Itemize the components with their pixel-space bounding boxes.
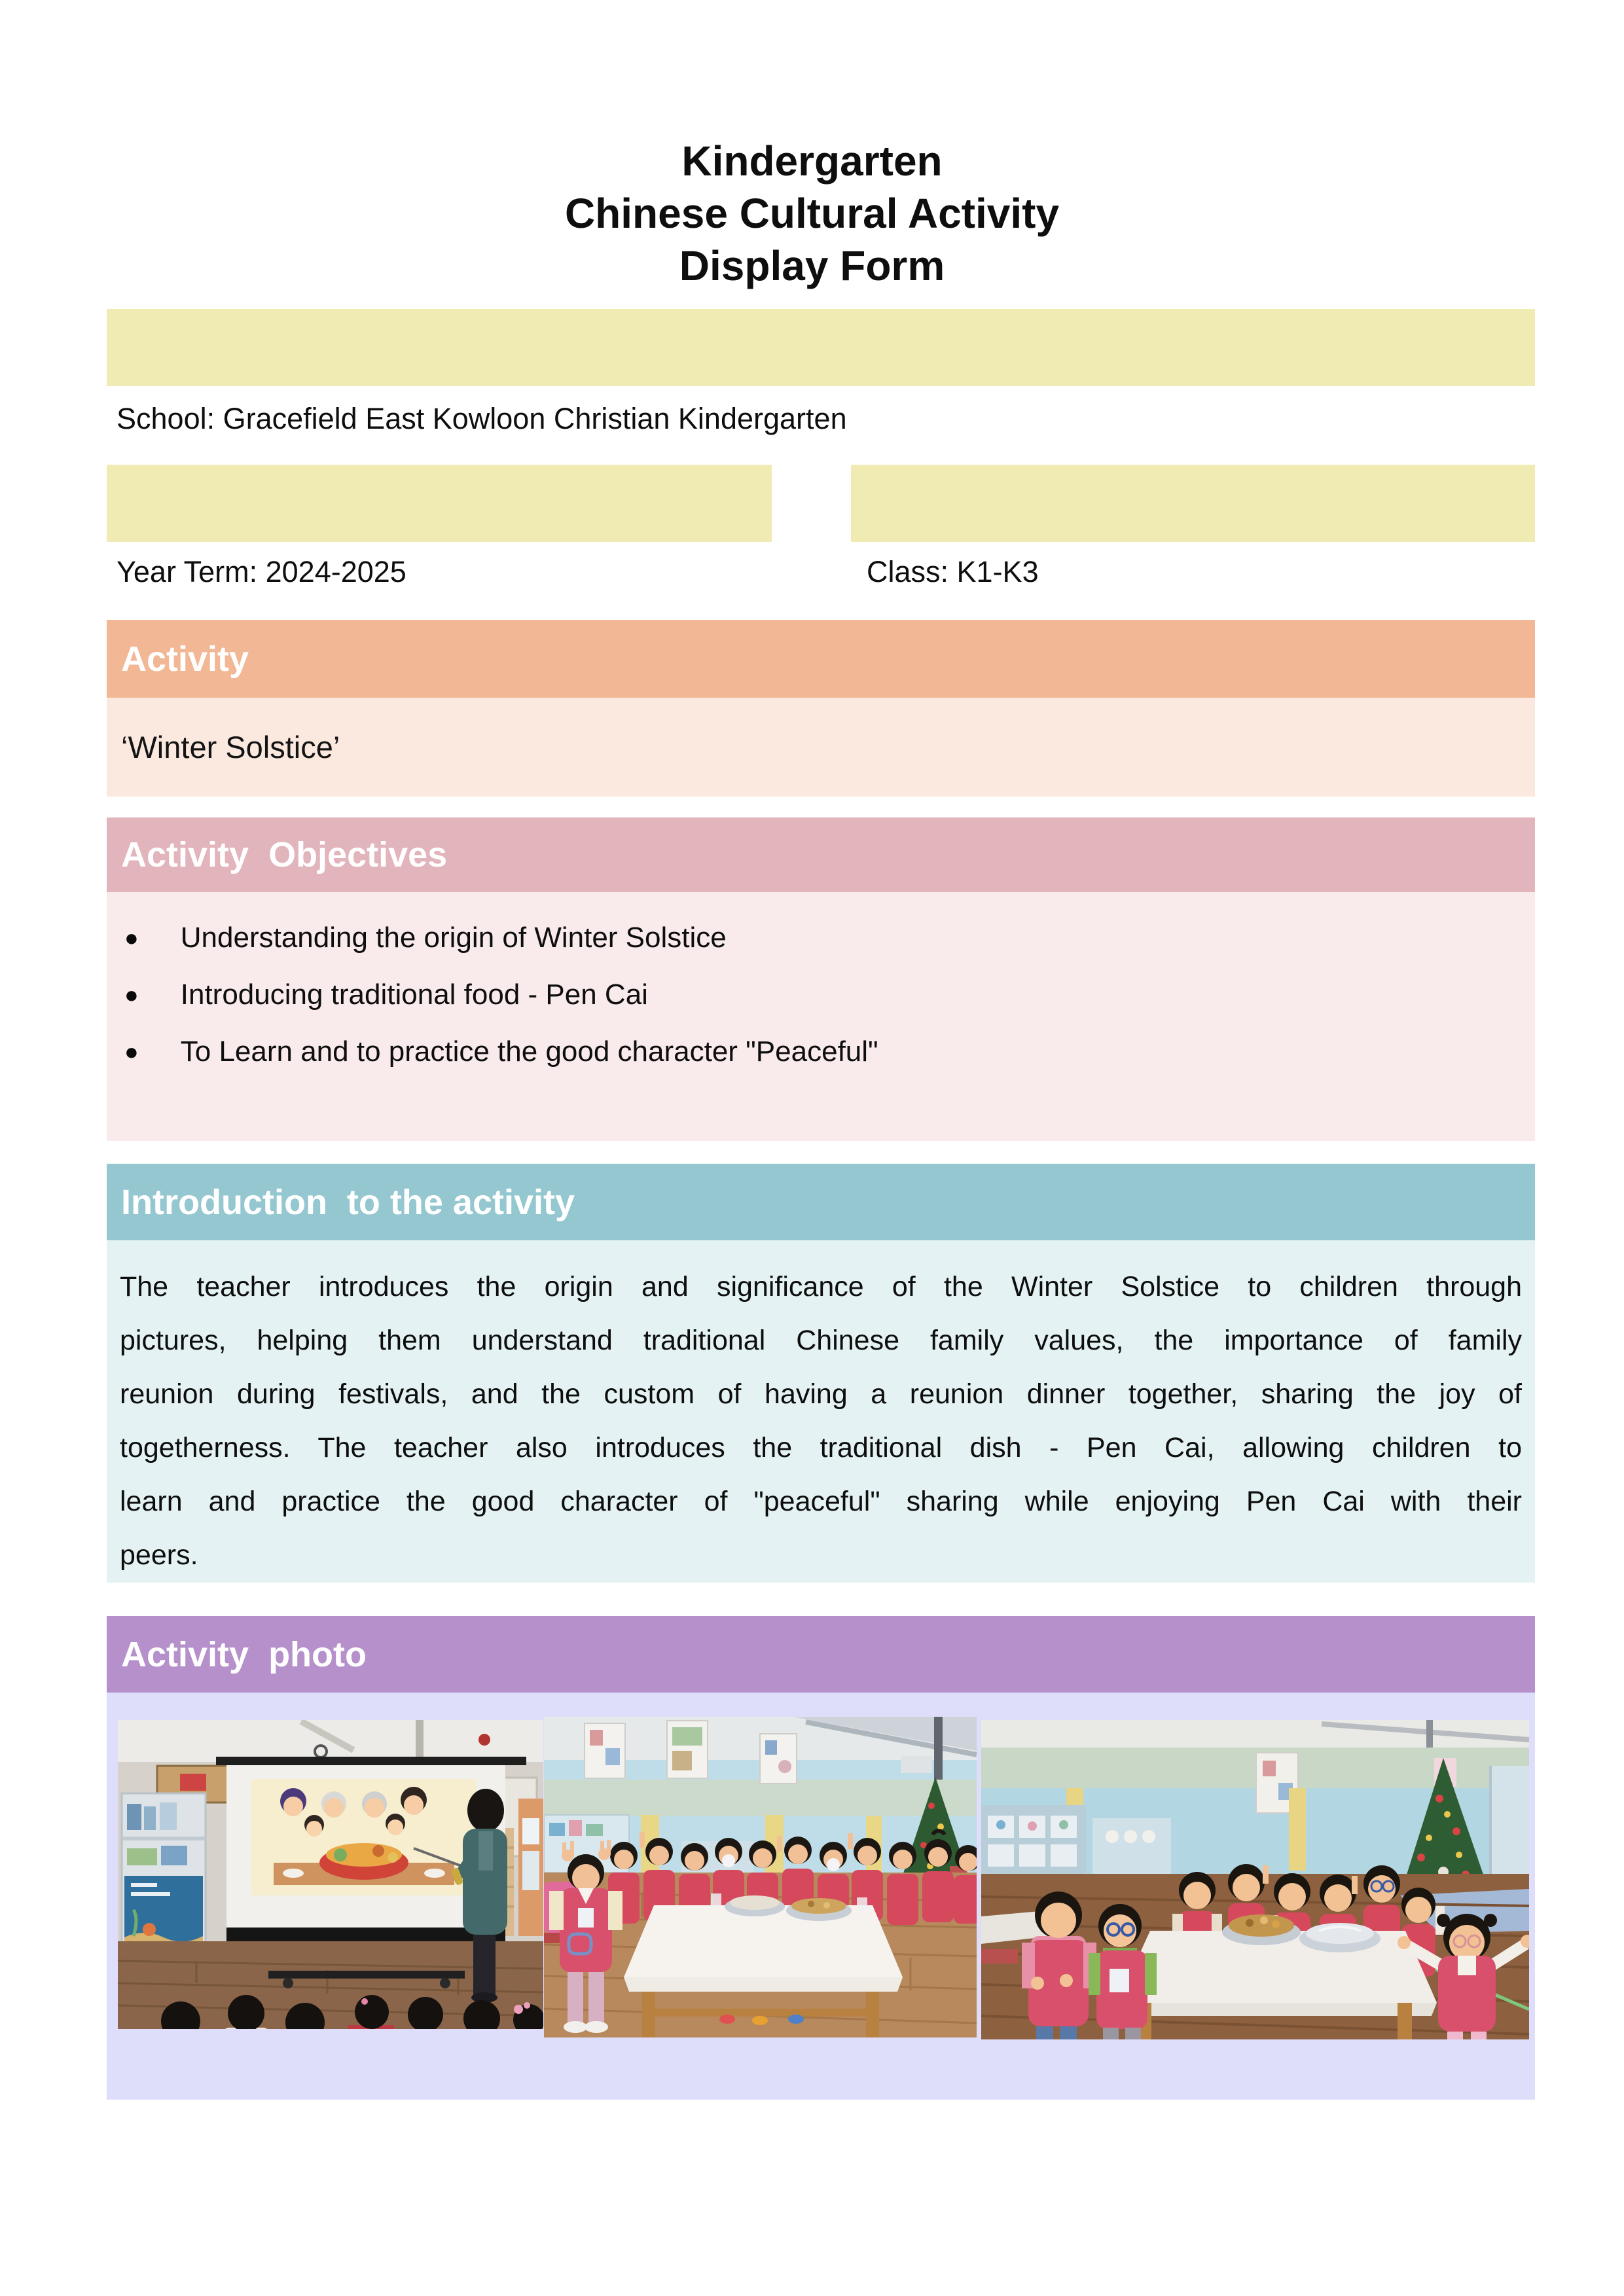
objective-item [107,909,1535,966]
introduction-line-1: The teacher introduces the origin and significance of the Winter Solstice to children through [120,1271,1522,1302]
bullet-icon: ● [124,1037,139,1065]
objectives-section-header [107,817,1535,892]
introduction-line-6: peers. [120,1539,198,1571]
objectives-section-body [107,892,1535,1141]
activity-section-header [107,620,1535,698]
objective-text-2: Introducing traditional food - Pen Cai [180,978,648,1011]
introduction-line-5: learn and practice the good character of "peaceful" sharing while enjoying Pen Cai with their [120,1486,1522,1517]
year-term-input-bar [107,465,772,542]
introduction-header-label: Introduction to the activity [121,1182,575,1222]
title-line-3: Display Form [679,242,945,289]
objectives-header-label: Activity Objectives [121,835,448,874]
bullet-icon: ● [124,980,139,1008]
school-label: School: Gracefield East Kowloon Christian Kindergarten [117,402,847,435]
photo-children-table-tree-illustration [981,1720,1529,2039]
photo-teacher-presentation [118,1720,543,2029]
objective-text-1: Understanding the origin of Winter Solstice [180,921,727,954]
class-label: Class: K1-K3 [867,555,1039,588]
introduction-line-4: togetherness. The teacher also introduces the traditional dish - Pen Cai, allowing children to [120,1432,1522,1463]
page-title [0,135,1624,292]
introduction-section-body [107,1240,1535,1583]
photo-teacher-presentation-illustration [118,1720,543,2029]
class-input-bar [851,465,1535,542]
bullet-icon: ● [124,924,139,951]
photo-children-table-wide-illustration [544,1717,977,2037]
objective-text-3: To Learn and to practice the good character "Peaceful" [180,1035,878,1067]
photo-children-table-tree [981,1720,1529,2039]
introduction-line-3: reunion during festivals, and the custom of having a reunion dinner together, sharing the joy of [120,1378,1522,1410]
objective-item [107,966,1535,1023]
activity-header-label: Activity [121,639,249,679]
photo-header-label: Activity photo [121,1634,367,1674]
objective-item [107,1023,1535,1080]
photo-children-table-wide [544,1717,977,2037]
title-line-2: Chinese Cultural Activity [564,190,1060,237]
title-line-1: Kindergarten [681,137,943,185]
introduction-section-header [107,1164,1535,1240]
school-input-bar [107,309,1535,386]
activity-value: ‘Winter Solstice’ [121,730,340,764]
year-term-label: Year Term: 2024-2025 [117,555,406,588]
photo-section-header [107,1616,1535,1693]
activity-section-body [107,698,1535,797]
introduction-line-2: pictures, helping them understand traditional Chinese family values, the importance of family [120,1325,1522,1356]
